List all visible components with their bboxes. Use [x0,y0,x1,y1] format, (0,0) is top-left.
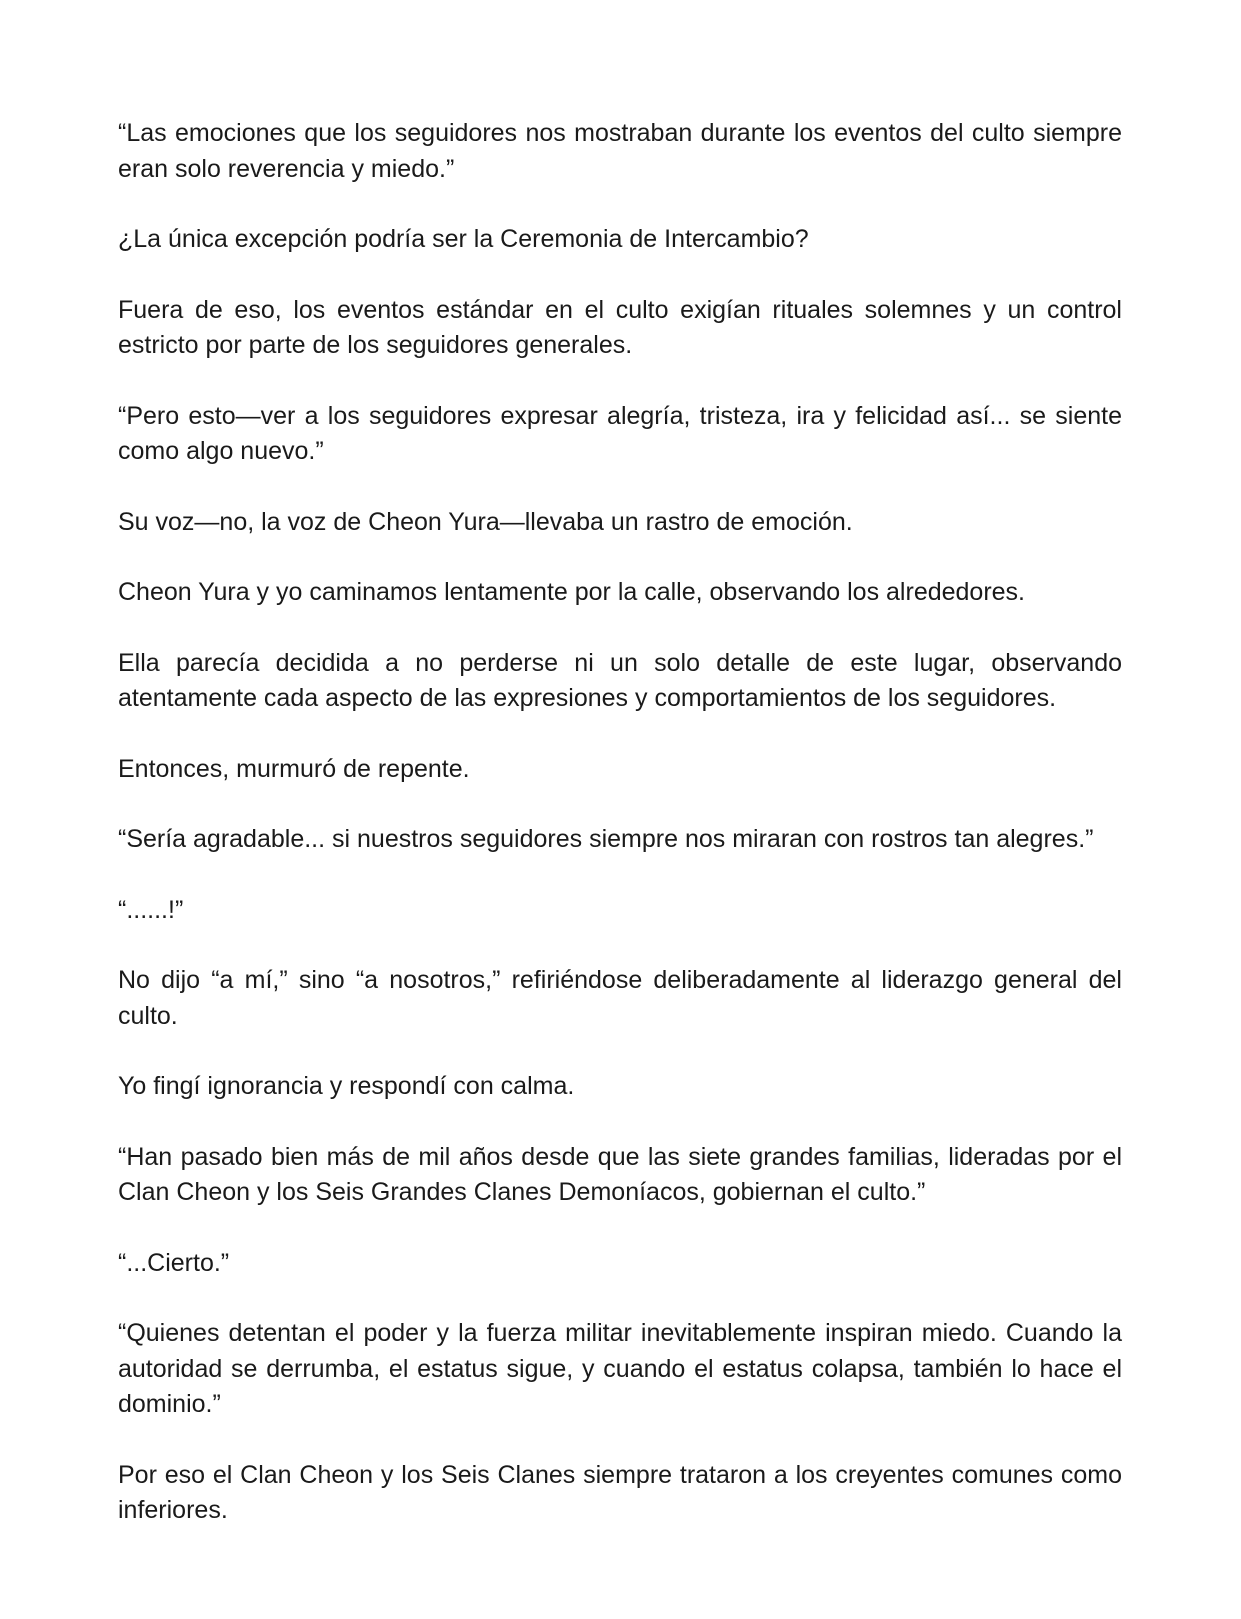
document-page [118,116,1122,1564]
paragraph-11: No dijo “a mí,” sino “a nosotros,” refiriéndose deliberadamente al liderazgo general del culto. [118,966,1122,1030]
paragraph-16: Por eso el Clan Cheon y los Seis Clanes siempre trataron a los creyentes comunes como inferiores. [118,1460,1122,1524]
paragraph-5: Su voz—no, la voz de Cheon Yura—llevaba un rastro de emoción. [118,507,853,536]
paragraph-7: Ella parecía decidida a no perderse ni un solo detalle de este lugar, observando atentamente cada aspecto de las expresiones y comportamientos de los seguidores. [118,648,1122,712]
paragraph-14: “...Cierto.” [118,1248,230,1277]
paragraph-8: Entonces, murmuró de repente. [118,754,470,783]
paragraph-9: “Sería agradable... si nuestros seguidores siempre nos miraran con rostros tan alegres.” [118,825,1094,853]
paragraph-13: “Han pasado bien más de mil años desde que las siete grandes familias, lideradas por el Clan Cheon y los Seis Grandes Clanes Demoníacos, gobiernan el culto.” [118,1142,1122,1206]
paragraph-10: “......!” [118,895,184,924]
paragraph-2: ¿La única excepción podría ser la Ceremonia de Intercambio? [118,225,809,253]
paragraph-1: “Las emociones que los seguidores nos mostraban durante los eventos del culto siempre eran solo reverencia y miedo.” [118,119,1122,183]
paragraph-3: Fuera de eso, los eventos estándar en el culto exigían rituales solemnes y un control estricto por parte de los seguidores generales. [118,295,1122,359]
paragraph-6: Cheon Yura y yo caminamos lentamente por la calle, observando los alrededores. [118,578,1026,606]
paragraph-15: “Quienes detentan el poder y la fuerza militar inevitablemente inspiran miedo. Cuando la autoridad se derrumba, el estatus sigue, y cuando el estatus colapsa, también lo hace el dominio.” [118,1319,1122,1418]
paragraph-12: Yo fingí ignorancia y respondí con calma. [118,1072,575,1100]
paragraph-4: “Pero esto—ver a los seguidores expresar alegría, tristeza, ira y felicidad así... se siente como algo nuevo.” [118,401,1122,465]
